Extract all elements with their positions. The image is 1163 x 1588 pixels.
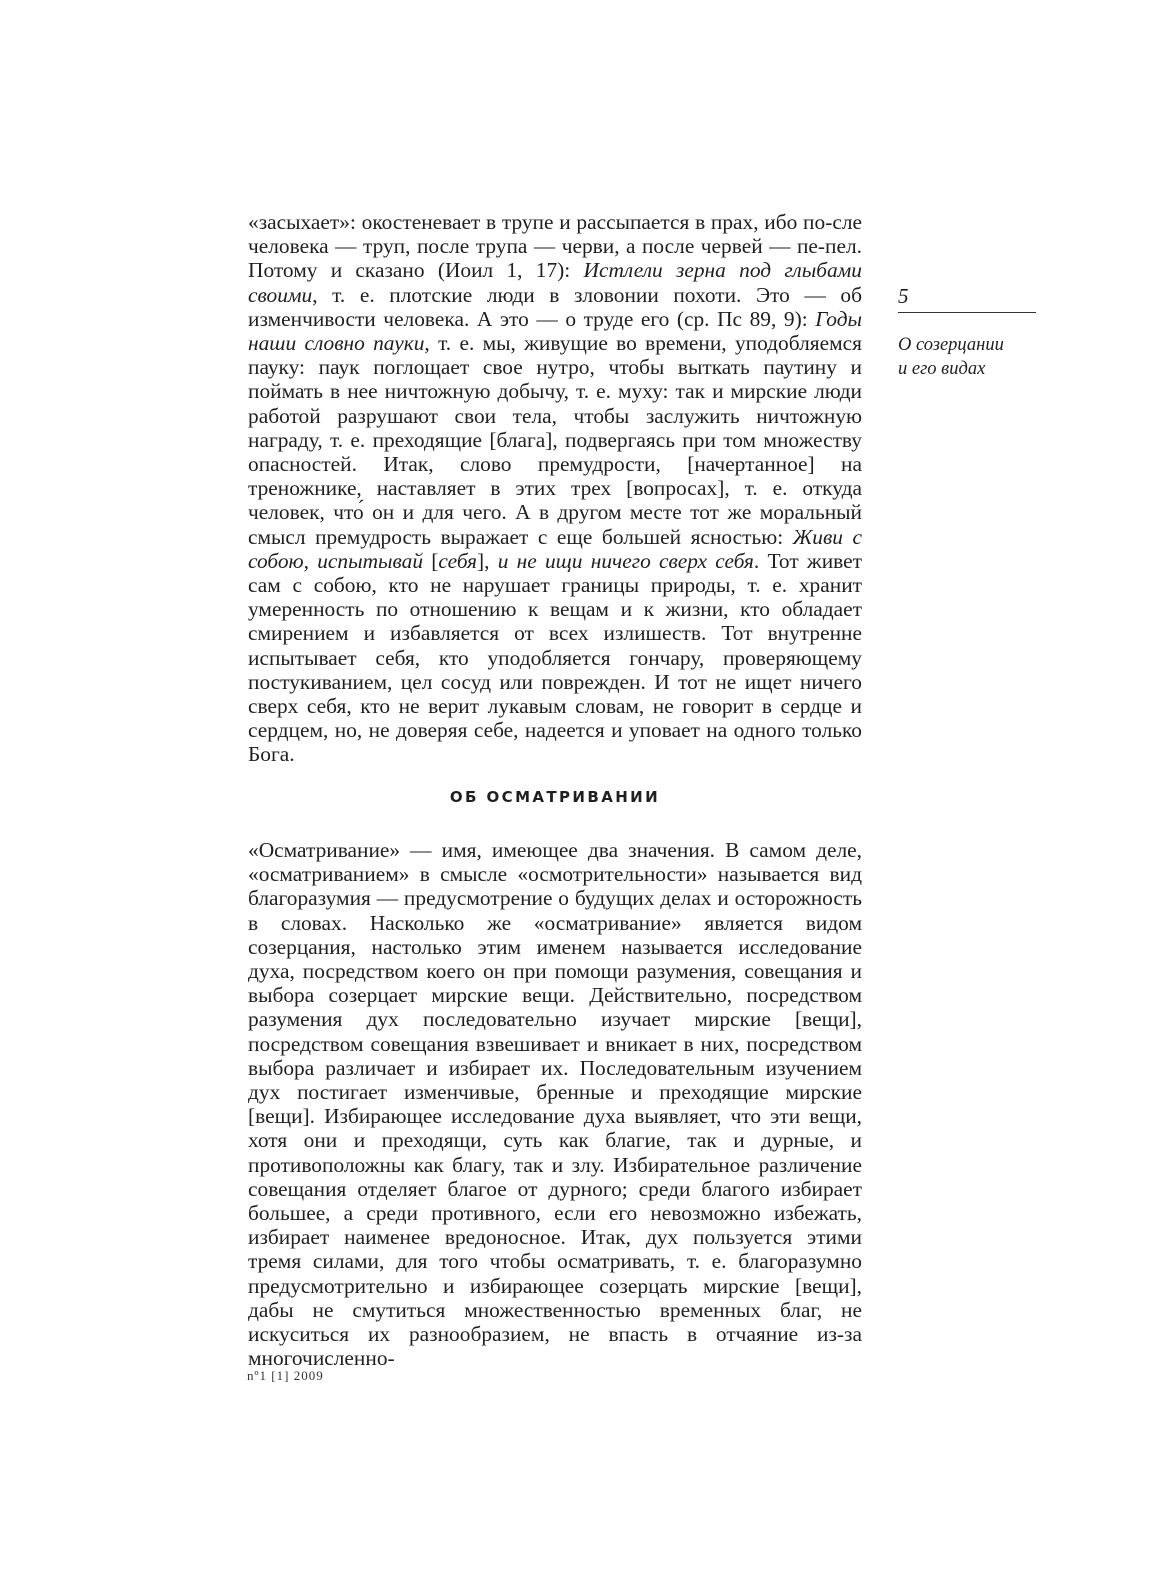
body-text-passage-1	[248, 210, 862, 767]
text-run: , т. е. плотские люди в зловонии похоти. Это — об изменчивости человека. А это — о труде его (ср. Пс 89, 9):	[248, 282, 862, 331]
text-run: ],	[477, 548, 498, 573]
paragraph	[248, 210, 862, 767]
margin-rule	[898, 312, 1036, 313]
text-run: , т. е. мы, живущие во времени, уподобляемся пауку: паук поглощает свое нутро, чтобы выткать паутину и поймать в нее ничтожную добычу, т. е. муху: так и мирские люди работой разрушают свои тела, чтобы заслужить ничтожную награду, т. е. преходящие [блага], подвергаясь при том множеству опасностей. Итак, слово премудрости, [начертанное] на треножнике, наставляет в этих трех [вопросах], т. е. откуда человек, что́ он и для чего. А в другом месте тот же моральный смысл премудрость выражает с еще большей ясностью:	[248, 331, 862, 549]
italic-quote: Годы наши словно пауки	[248, 306, 862, 356]
section-heading: ОБ ОСМАТРИВАНИИ	[449, 788, 661, 806]
running-title-line: и его видах	[898, 359, 986, 379]
text-run: [	[423, 548, 439, 573]
italic-quote: себя	[438, 548, 477, 573]
italic-quote: Живи с собою, испытывай	[248, 524, 862, 573]
text-run: . Тот живет сам с собою, кто не нарушает границы природы, т. е. хранит умеренность по отношению к вещам и к жизни, кто обладает смирением и избавляется от всех излишеств. Тот внутренне испытывает себя, кто уподобляется гончару, проверяющему постукиванием, цел сосуд или поврежден. И тот не ищет ничего сверх себя, кто не верит лукавым словам, не говорит в сердце и сердцем, но, не доверяя себе, надеется и уповает на одного только Бога.	[248, 548, 862, 767]
text-run: «засыхает»: окостеневает в трупе и рассыпается в прах, ибо по-сле человека — труп, после трупа — черви, а после червей — пе-пел. Потому и сказано (Иоил 1, 17):	[248, 210, 862, 283]
paragraph: «Осматривание» — имя, имеющее два значения. В самом деле, «осматриванием» в смысле «осмотрительности» называется вид благоразумия — предусмотрение о будущих делах и осторожность в словах. Насколько же «осматривание» является видом созерцания, настолько этим именем называется исследование духа, посредством коего он при помощи разумения, совещания и выбора созерцает мирские вещи. Действительно, посредством разумения дух последовательно изучает мирские [вещи], посредством совещания взвешивает и вникает в них, посредством выбора различает и избирает их. Последовательным изучением дух постигает изменчивые, бренные и преходящие мирские [вещи]. Избирающее исследование духа выявляет, что эти вещи, хотя они и преходящи, суть как благие, так и дурные, и противоположны как благу, так и злу. Избирательное различение совещания отделяет благое от дурного; среди благого избирает большее, а среди противного, если его невозможно избежать, избирает наименее вредоносное. Итак, дух пользуется этими тремя силами, для того чтобы осматривать, т. е. благоразумно предусмотрительно и избирающее созерцать мирские [вещи], дабы не смутиться множественностью временных благ, не искуситься их разнообразием, не впасть в отчаяние из-за многочисленно-	[248, 838, 862, 1371]
issue-footer: nº1 [1] 2009	[247, 1368, 324, 1383]
italic-quote: и не ищи ничего сверх себя	[497, 548, 754, 573]
body-text-passage-2	[248, 838, 862, 1370]
running-title	[898, 333, 1068, 381]
italic-quote: Истлели зерна под глыбами своими	[248, 258, 862, 307]
running-title-line: О созерцании	[898, 335, 1004, 355]
page-number: 5	[898, 284, 909, 308]
